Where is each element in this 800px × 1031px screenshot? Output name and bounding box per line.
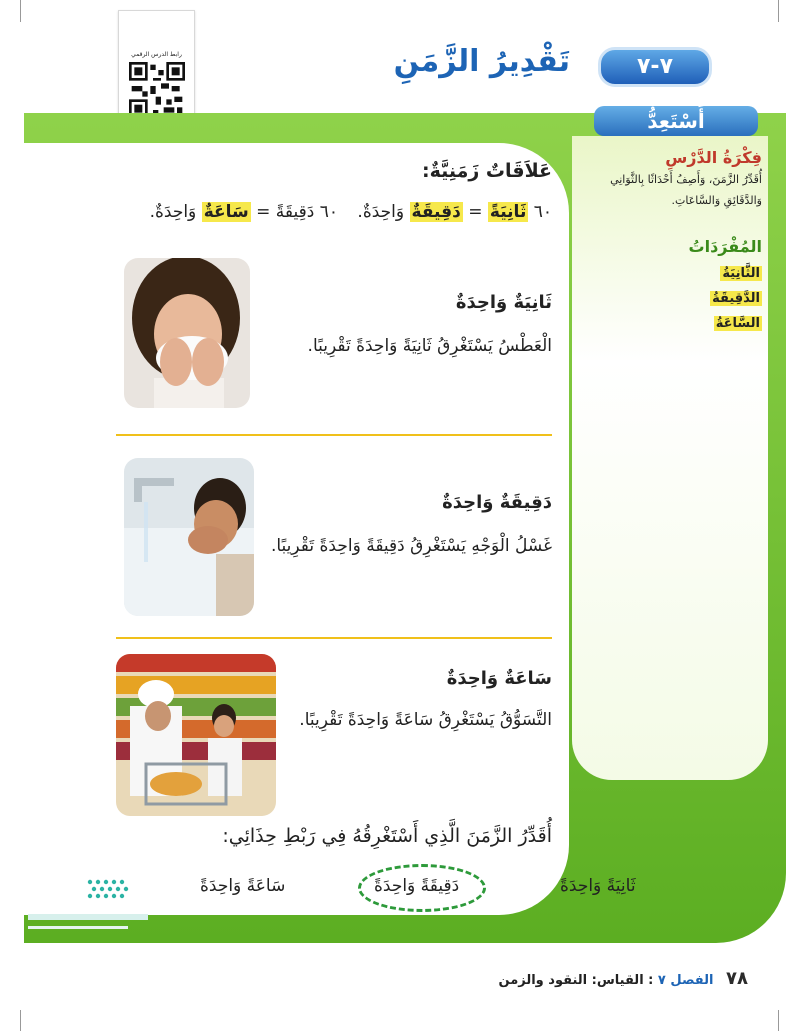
equation-seconds: ٦٠ ثَانِيَةً = دَقِيقَةٌ وَاحِدَةٌ.	[357, 202, 552, 222]
sneeze-photo	[124, 258, 250, 408]
face-washing-photo	[124, 458, 254, 616]
estimate-question: أُقَدِّرُ الزَّمَنَ الَّذِي أَسْتَغْرِقُهُ فِي رَبْطِ حِذَائِي:	[222, 825, 552, 847]
section-hour-title: سَاعَةٌ وَاحِدَةٌ	[446, 668, 552, 689]
content-panel	[24, 143, 569, 915]
qr-code-icon	[129, 62, 185, 118]
chapter-title: : القياس: النقود والزمن	[498, 973, 654, 988]
page-footer	[499, 968, 749, 989]
shopping-photo	[116, 654, 276, 816]
section-second-title: ثَانِيَةٌ وَاحِدَةٌ	[455, 292, 552, 313]
chapter-label: الفصل ٧	[657, 973, 714, 988]
section-minute-text: غَسْلُ الْوَجْهِ يَسْتَغْرِقُ دَقِيقَةً وَاحِدَةً تَقْرِيبًا.	[270, 536, 552, 556]
ministry-logo-icon	[28, 876, 178, 938]
vocab-second: الثَّانِيَةُ	[722, 266, 760, 281]
crop-mark	[20, 0, 21, 22]
vocabulary-title: المُفْرَدَاتُ	[688, 237, 762, 256]
option-one-minute[interactable]: دَقِيقَةً وَاحِدَةً	[374, 876, 460, 896]
option-one-hour[interactable]: سَاعَةً وَاحِدَةً	[200, 876, 286, 896]
section-hour-text: التَّسَوُّقُ يَسْتَغْرِقُ سَاعَةً وَاحِدَةً تَقْرِيبًا.	[299, 710, 552, 730]
lesson-number-badge: ٧-٧	[598, 47, 712, 87]
section-minute-title: دَقِيقَةٌ وَاحِدَةٌ	[442, 492, 552, 513]
vocab-hour: السَّاعَةُ	[715, 316, 760, 331]
crop-mark	[778, 1010, 779, 1031]
lesson-idea-text: أُقَدِّرُ الزَّمَنَ، وَأَصِفُ أَحْدَاثًا بِالثَّوَانِي وَالدَّقَائِقِ وَالسَّاعَاتِ.	[610, 173, 762, 207]
sidebar	[590, 148, 762, 331]
crop-mark	[20, 1010, 21, 1031]
vocab-minute: الدَّقِيقَةُ	[712, 291, 760, 306]
crop-mark	[778, 0, 779, 22]
page-number: ٧٨	[726, 968, 748, 989]
lesson-idea-title: فِكْرَةُ الدَّرْسِ	[665, 148, 762, 167]
time-relations-heading: عَلاَقَاتٌ زَمَنِيَّةٌ:	[421, 160, 552, 182]
ready-tab: أَسْتَعِدُّ	[594, 106, 758, 136]
section-second-text: الْعَطْسُ يَسْتَغْرِقُ ثَانِيَةً وَاحِدَةً تَقْرِيبًا.	[307, 336, 552, 356]
lesson-title: تَقْدِيرُ الزَّمَنِ	[393, 44, 570, 79]
equation-minutes: ٦٠ دَقِيقَةً = سَاعَةٌ وَاحِدَةٌ.	[149, 202, 338, 222]
option-one-second[interactable]: ثَانِيَةً وَاحِدَةً	[560, 876, 636, 896]
qr-caption: رابط الدرس الرقمي	[131, 51, 182, 58]
section-divider	[116, 637, 552, 639]
section-divider	[116, 434, 552, 436]
